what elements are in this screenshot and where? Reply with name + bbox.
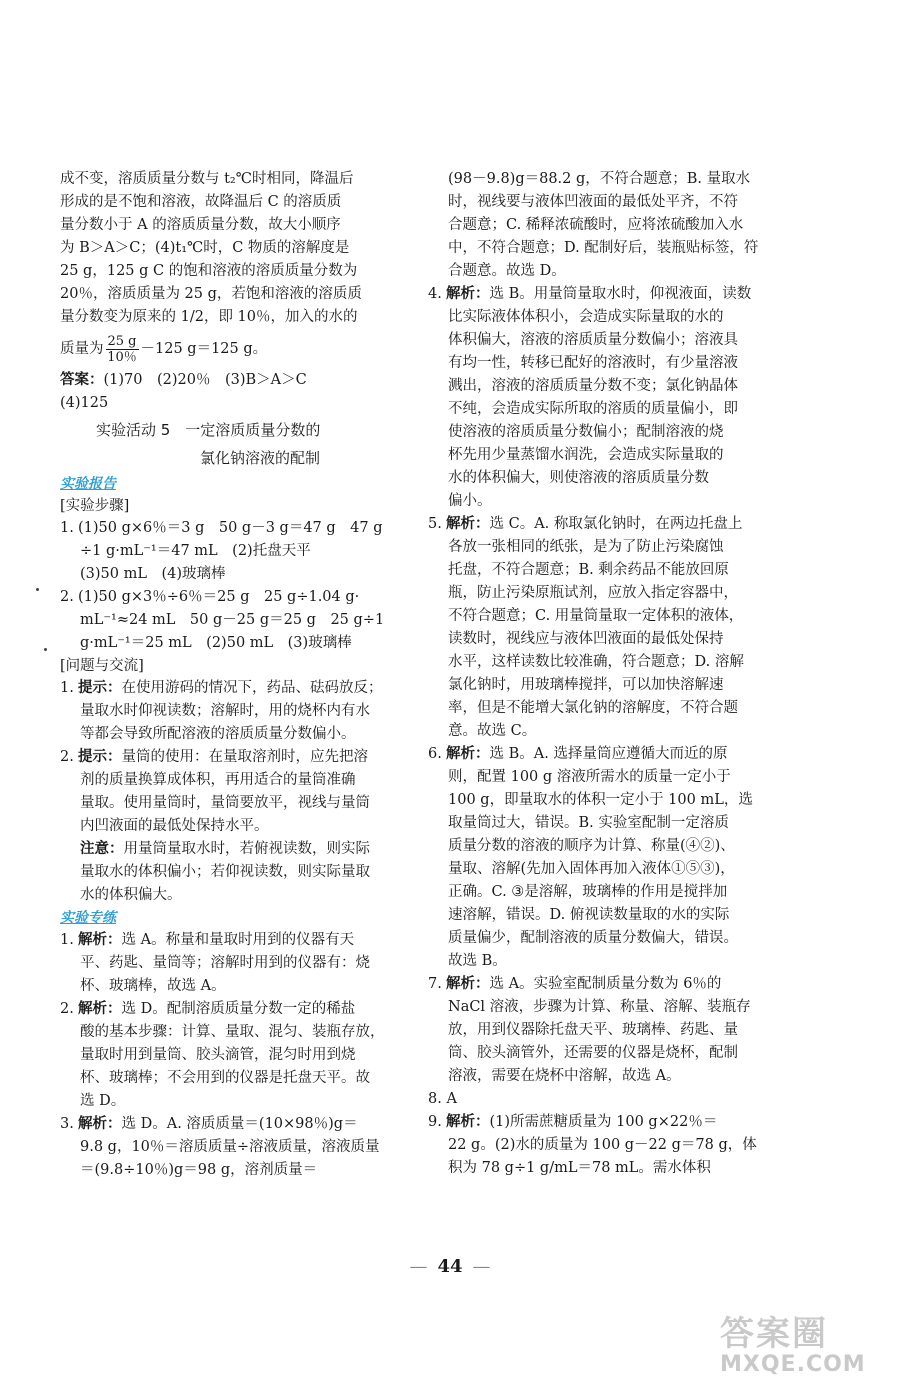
item-line: 量取水时仰视读数；溶解时，用的烧杯内有水 <box>80 703 370 719</box>
item-number: 2. <box>60 749 74 765</box>
intro-line: 25 g，125 g C 的饱和溶液的溶质质量分数为 <box>60 263 358 279</box>
fraction-numerator: 25 g <box>107 333 137 349</box>
item-line: 量取、溶解(先加入固体再加入液体①⑤③)， <box>448 861 735 877</box>
numbered-item <box>60 998 405 1113</box>
item-first-line <box>428 743 788 766</box>
numbered-item <box>60 517 405 586</box>
item-first-line <box>60 586 405 609</box>
item-line: 选 D。配制溶质质量分数一定的稀盐 <box>121 1001 356 1017</box>
item-number: 6. <box>428 746 442 762</box>
watermark-url: MXQE.COM <box>720 1352 866 1377</box>
practice-list <box>60 929 405 1182</box>
item-8: 8. A <box>428 1091 457 1107</box>
item-line: 量取时用到量筒、胶头滴管，混匀时用到烧 <box>80 1047 356 1063</box>
item-line: 杯、玻璃棒，故选 A。 <box>80 978 226 994</box>
item-line: 速溶解，错误。D. 俯视读数量取的水的实际 <box>448 907 730 923</box>
numbered-item <box>60 929 405 998</box>
numbered-item <box>428 743 788 973</box>
item-line: ＝(9.8÷10％)g＝98 g，溶剂质量＝ <box>80 1162 318 1178</box>
item-line: 内凹液面的最低处保持水平。 <box>80 818 269 834</box>
item-label: 解析： <box>78 1001 122 1017</box>
item-line: 选 D。A. 溶质质量＝(10×98％)g＝ <box>121 1116 358 1132</box>
item-first-line <box>60 1113 405 1136</box>
item-line: 剂的质量换算成体积，再用适合的量筒准确 <box>80 772 356 788</box>
item-line: 偏小。 <box>448 493 492 509</box>
numbered-item <box>428 513 788 743</box>
item-first-line <box>60 998 405 1021</box>
item-line: mL⁻¹≈24 mL 50 g－25 g＝25 g 25 g÷1 <box>80 612 385 628</box>
item-first-line <box>428 513 788 536</box>
item-line: 量筒的使用：在量取溶剂时，应先把溶 <box>121 749 368 765</box>
mass-prefix: 质量为 <box>60 341 104 357</box>
activity-heading: 实验活动 5 一定溶质质量分数的 <box>96 421 321 439</box>
item-line: 使溶液的溶质质量分数偏小；配制溶液的烧 <box>448 424 724 440</box>
item-number: 3. <box>60 1116 74 1132</box>
continued-line: 合题意；C. 稀释浓硫酸时，应将浓硫酸加入水 <box>448 217 744 233</box>
item-first-line <box>60 517 405 540</box>
continued-paragraph <box>428 168 788 283</box>
item-line: 溅出，溶液的溶质质量分数不变；氯化钠晶体 <box>448 378 738 394</box>
item-line: 故选 B。 <box>448 953 507 969</box>
note-block <box>60 838 405 907</box>
intro-line: 为 B＞A＞C；(4)t₁℃时，C 物质的溶解度是 <box>60 240 350 256</box>
steps-list <box>60 517 405 655</box>
item-label: 解析： <box>446 746 490 762</box>
discuss-list <box>60 677 405 838</box>
item-label: 解析： <box>78 1116 122 1132</box>
item-number: 1. <box>60 932 74 948</box>
continued-line: (98－9.8)g＝88.2 g，不符合题意；B. 量取水 <box>448 171 751 187</box>
item-line: g·mL⁻¹＝25 mL (2)50 mL (3)玻璃棒 <box>80 635 352 651</box>
item-line: 22 g。(2)水的质量为 100 g－22 g＝78 g，体 <box>448 1137 757 1153</box>
note-label: 注意： <box>80 841 124 857</box>
page-number-value: 44 <box>437 1256 463 1277</box>
item-line: 各放一张相同的纸张，是为了防止污染腐蚀 <box>448 539 724 555</box>
watermark-logo <box>720 1316 890 1382</box>
item-line: 放，用到仪器除托盘天平、玻璃棒、药匙、量 <box>448 1022 738 1038</box>
intro-line: 量分数小于 A 的溶质质量分数，故大小顺序 <box>60 217 341 233</box>
item-line: 质量分数的溶液的顺序为计算、称量(④②)、 <box>448 838 735 854</box>
answer-label: 答案： <box>60 372 104 388</box>
numbered-item <box>60 1113 405 1182</box>
item-first-line <box>428 973 788 996</box>
numbered-item <box>60 677 405 746</box>
continued-line: 合题意。故选 D。 <box>448 263 566 279</box>
item-number: 2. <box>60 1001 74 1017</box>
item-line: 率，但是不能增大氯化钠的溶解度，不符合题 <box>448 700 738 716</box>
activity-subheading: 氯化钠溶液的配制 <box>200 449 321 467</box>
item-first-line <box>60 677 405 700</box>
item-line: 积为 78 g÷1 g/mL＝78 mL。需水体积 <box>448 1160 711 1176</box>
fraction-denominator: 10％ <box>107 349 137 365</box>
item-number: 1. <box>60 680 74 696</box>
continued-line: 时，视线要与液体凹液面的最低处平齐，不符 <box>448 194 738 210</box>
mass-suffix: －125 g＝125 g。 <box>140 341 268 357</box>
note-line: 水的体积偏大。 <box>80 887 182 903</box>
item-label: 解析： <box>446 976 490 992</box>
intro-line: 成不变，溶质质量分数与 t₂℃时相同，降温后 <box>60 171 354 187</box>
item-line: 不纯，会造成实际所取的溶质的质量偏小，即 <box>448 401 738 417</box>
item-line: 选 B。A. 选择量筒应遵循大而近的原 <box>489 746 728 762</box>
item-line: 水的体积偏大，则使溶液的溶质质量分数 <box>448 470 709 486</box>
item-line: 正确。C. ③是溶解，玻璃棒的作用是搅拌加 <box>448 884 728 900</box>
mass-formula-line <box>60 329 405 369</box>
item-first-line <box>60 929 405 952</box>
solutions-list <box>428 283 788 1088</box>
item-line: 酸的基本步骤：计算、量取、混匀、装瓶存放， <box>80 1024 385 1040</box>
item-first-line <box>428 283 788 306</box>
right-column <box>428 168 788 1180</box>
scan-speck <box>44 648 47 651</box>
item-line: 选 A。实验室配制质量分数为 6％的 <box>489 976 722 992</box>
steps-bracket-label: [实验步骤] <box>60 498 130 514</box>
item-number: 1. <box>60 520 74 536</box>
item-line: 量取。使用量筒时，量筒要放平，视线与量筒 <box>80 795 370 811</box>
item-line: (3)50 mL (4)玻璃棒 <box>80 566 226 582</box>
item-9 <box>428 1111 788 1180</box>
item-line: 托盘，不符合题意；B. 剩余药品不能放回原 <box>448 562 729 578</box>
left-column <box>60 168 405 1182</box>
item-line: 体积偏大，溶液的溶质质量分数偏小；溶液具 <box>448 332 738 348</box>
item-line: 杯先用少量蒸馏水润洗，会造成实际量取的 <box>448 447 724 463</box>
item-number: 7. <box>428 976 442 992</box>
scan-speck <box>36 588 39 591</box>
item-line: 则，配置 100 g 溶液所需水的质量一定小于 <box>448 769 731 785</box>
item-number: 2. <box>60 589 74 605</box>
item-line: (1)50 g×6％＝3 g 50 g－3 g＝47 g 47 g <box>78 520 383 536</box>
item-first-line <box>60 746 405 769</box>
intro-line: 量分数变为原来的 1/2，即 10％，加入的水的 <box>60 309 358 325</box>
answer-line <box>60 369 405 392</box>
intro-line: 形成的是不饱和溶液，故降温后 C 的溶质质 <box>60 194 342 210</box>
item-line: (1)所需蔗糖质量为 100 g×22％＝ <box>489 1114 718 1130</box>
item-line: 平、药匙、量筒等；溶解时用到的仪器有：烧 <box>80 955 370 971</box>
discuss-bracket-label: [问题与交流] <box>60 658 144 674</box>
watermark-text: 答案圈 <box>720 1314 828 1354</box>
intro-paragraph <box>60 168 405 329</box>
answer-text-cont: (4)125 <box>60 395 109 411</box>
item-label: 解析： <box>446 286 490 302</box>
item-line: 瓶，防止污染原瓶试剂，应放入指定容器中， <box>448 585 738 601</box>
item-label: 解析： <box>446 516 490 532</box>
item-line: 杯、玻璃棒；不会用到的仪器是托盘天平。故 <box>80 1070 370 1086</box>
note-line: 量取水的体积偏小；若仰视读数，则实际量取 <box>80 864 370 880</box>
item-line: 100 g，即量取水的体积一定小于 100 mL，选 <box>448 792 753 808</box>
item-line: 质量偏少，配制溶液的质量分数偏大，错误。 <box>448 930 738 946</box>
item-line: 读数时，视线应与液体凹液面的最低处保持 <box>448 631 724 647</box>
note-line: 用量筒量取水时，若俯视读数，则实际 <box>123 841 370 857</box>
item-line: 筒、胶头滴管外，还需要的仪器是烧杯，配制 <box>448 1045 738 1061</box>
item-line: 在使用游码的情况下，药品、砝码放反； <box>121 680 383 696</box>
answer-text: (1)70 (2)20％ (3)B＞A＞C <box>103 372 307 388</box>
intro-line: 20％，溶质质量为 25 g，若饱和溶液的溶质质 <box>60 286 362 302</box>
section-report-title: 实验报告 <box>60 476 116 492</box>
item-line: 不符合题意；C. 用量筒量取一定体积的液体， <box>448 608 744 624</box>
item-line: 选 C。A. 称取氯化钠时，在两边托盘上 <box>489 516 743 532</box>
item-line: 9.8 g，10％＝溶质质量÷溶液质量，溶液质量 <box>80 1139 380 1155</box>
item-number: 5. <box>428 516 442 532</box>
item-line: 比实际液体体积小，会造成实际量取的水的 <box>448 309 724 325</box>
numbered-item <box>428 973 788 1088</box>
item-label: 解析： <box>78 932 122 948</box>
item-line: ÷1 g·mL⁻¹＝47 mL (2)托盘天平 <box>80 543 311 559</box>
numbered-item <box>60 586 405 655</box>
item-line: 选 B。用量筒量取水时，仰视液面，读数 <box>489 286 752 302</box>
item-line: 水平，这样读数比较准确，符合题意；D. 溶解 <box>448 654 744 670</box>
item-line: 氯化钠时，用玻璃棒搅拌，可以加快溶解速 <box>448 677 724 693</box>
numbered-item <box>428 283 788 513</box>
item-number: 9. <box>428 1114 442 1130</box>
fraction <box>106 334 139 365</box>
continued-line: 中，不符合题意；D. 配制好后，装瓶贴标签，符 <box>448 240 759 256</box>
item-line: 有均一性，转移已配好的溶液时，有少量溶液 <box>448 355 738 371</box>
item-line: 溶液，需要在烧杯中溶解，故选 A。 <box>448 1068 681 1084</box>
item-label: 解析： <box>446 1114 490 1130</box>
item-line: 等都会导致所配溶液的溶质质量分数偏小。 <box>80 726 356 742</box>
item-label: 提示： <box>78 749 122 765</box>
item-line: NaCl 溶液，步骤为计算、称量、溶解、装瓶存 <box>448 999 751 1015</box>
section-practice-title: 实验专练 <box>60 910 116 926</box>
page-number: — 44 — <box>409 1256 491 1277</box>
item-line: 选 A。称量和量取时用到的仪器有天 <box>121 932 355 948</box>
item-line: 取量筒过大，错误。B. 实验室配制一定溶质 <box>448 815 729 831</box>
item-number: 4. <box>428 286 442 302</box>
item-line: (1)50 g×3％÷6％＝25 g 25 g÷1.04 g· <box>78 589 360 605</box>
item-line: 选 D。 <box>80 1093 126 1109</box>
numbered-item <box>60 746 405 838</box>
item-line: 意。故选 C。 <box>448 723 537 739</box>
item-label: 提示： <box>78 680 122 696</box>
